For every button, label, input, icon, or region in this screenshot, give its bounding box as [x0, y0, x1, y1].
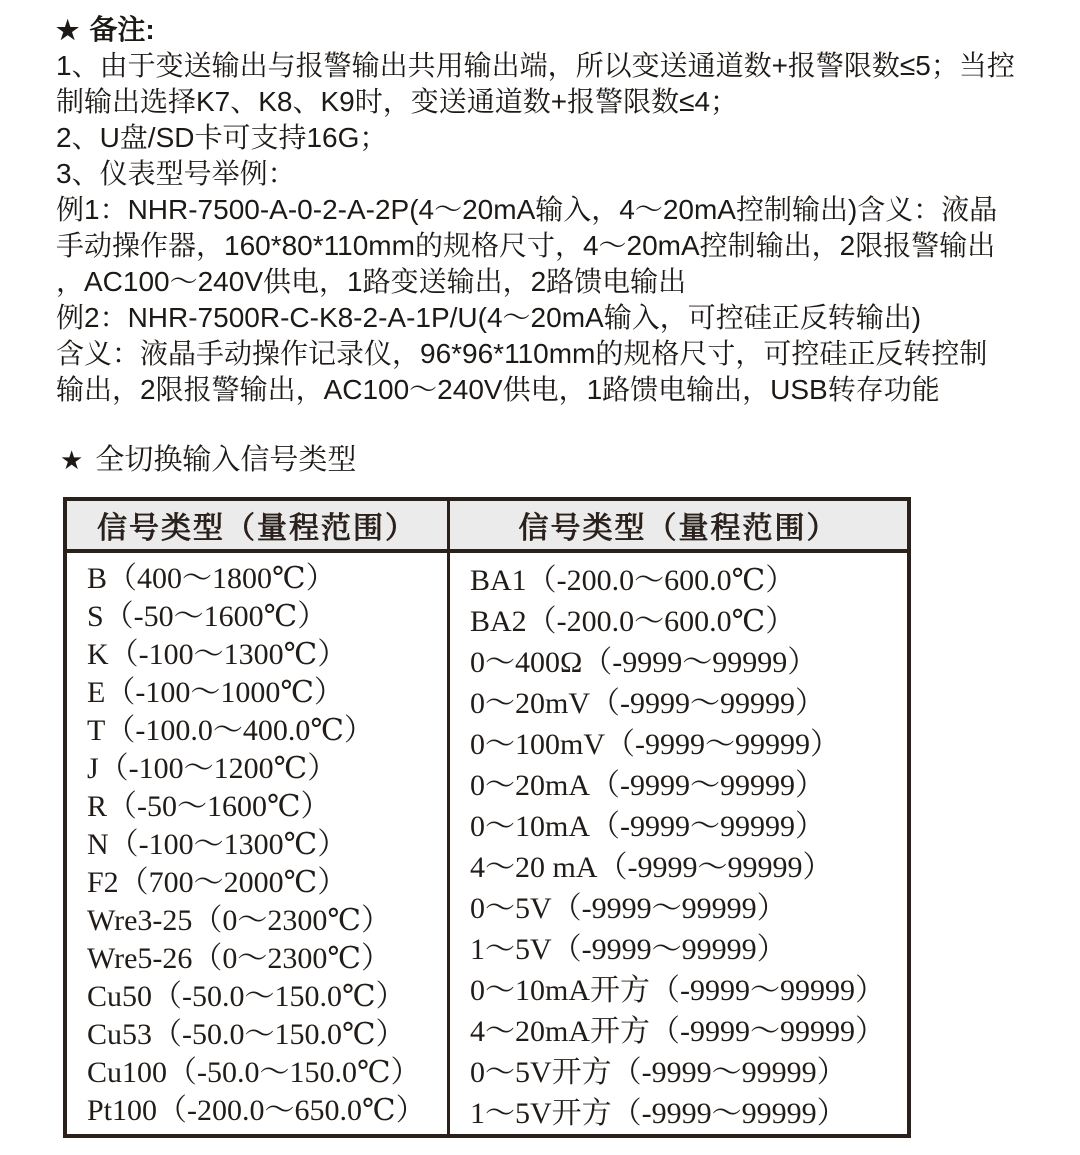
signal-type-item: N（-100～1300℃） — [87, 828, 348, 861]
notes-section — [56, 12, 1046, 408]
signal-type-item: 0～100mV（-9999～99999） — [470, 728, 840, 761]
signal-type-item: 1～5V开方（-9999～99999） — [470, 1097, 847, 1130]
signal-type-item: B（400～1800℃） — [87, 562, 336, 595]
signal-type-item: 1～5V（-9999～99999） — [470, 933, 787, 966]
signal-type-item: BA2（-200.0～600.0℃） — [470, 605, 796, 638]
signal-type-item: 0～20mA（-9999～99999） — [470, 769, 825, 802]
notes-title — [56, 12, 1046, 48]
signal-type-item: S（-50～1600℃） — [87, 600, 328, 633]
section-title-text: 全切换输入信号类型 — [95, 444, 357, 476]
signal-type-item: Wre3-25（0～2300℃） — [87, 904, 391, 937]
signal-list-left — [65, 551, 449, 1136]
notes-title-text: 备注: — [89, 14, 155, 45]
note-line: 手动操作器，160*80*110mm的规格尺寸，4～20mA控制输出，2限报警输出 — [56, 230, 996, 261]
signal-types-section-title — [60, 443, 356, 477]
note-line: 制输出选择K7、K8、K9时，变送通道数+报警限数≤4； — [56, 86, 739, 117]
notes-body — [56, 48, 1046, 408]
signal-type-item: 0～400Ω（-9999～99999） — [470, 646, 818, 679]
signal-type-item: 0～20mV（-9999～99999） — [470, 687, 825, 720]
signal-type-item: 4～20 mA（-9999～99999） — [470, 851, 833, 884]
header-cell-left: 信号类型（量程范围） — [65, 499, 449, 551]
signal-type-item: E（-100～1000℃） — [87, 676, 344, 709]
signal-type-item: 4～20mA开方（-9999～99999） — [470, 1015, 885, 1048]
star-icon: ★ — [56, 15, 80, 45]
note-line: 1、由于变送输出与报警输出共用输出端，所以变送通道数+报警限数≤5；当控 — [56, 50, 1015, 81]
signal-type-item: T（-100.0～400.0℃） — [87, 714, 374, 747]
signal-type-item: 0～5V（-9999～99999） — [470, 892, 787, 925]
note-line: 2、U盘/SD卡可支持16G； — [56, 122, 388, 153]
table-header-row — [65, 499, 909, 551]
signal-type-item: Cu53（-50.0～150.0℃） — [87, 1018, 406, 1051]
signal-type-item: 0～10mA开方（-9999～99999） — [470, 974, 885, 1007]
signal-type-item: Cu50（-50.0～150.0℃） — [87, 980, 406, 1013]
star-icon: ★ — [60, 445, 84, 475]
signal-list-right — [449, 551, 910, 1136]
note-line: 例1：NHR-7500-A-0-2-A-2P(4～20mA输入，4～20mA控制输出)含义：液晶 — [56, 194, 998, 225]
header-cell-right: 信号类型（量程范围） — [449, 499, 910, 551]
signal-type-item: 0～10mA（-9999～99999） — [470, 810, 825, 843]
signal-type-item: J（-100～1200℃） — [87, 752, 338, 785]
note-line: 含义：液晶手动操作记录仪，96*96*110mm的规格尺寸，可控硅正反转控制 — [56, 338, 988, 369]
signal-type-item: K（-100～1300℃） — [87, 638, 348, 671]
signal-type-item: F2（700～2000℃） — [87, 866, 348, 899]
signal-type-item: Wre5-26（0～2300℃） — [87, 942, 391, 975]
signal-type-item: Pt100（-200.0～650.0℃） — [87, 1094, 426, 1127]
note-line: 输出，2限报警输出，AC100～240V供电，1路馈电输出，USB转存功能 — [56, 374, 940, 405]
signal-type-item: R（-50～1600℃） — [87, 790, 331, 823]
signal-type-item: BA1（-200.0～600.0℃） — [470, 564, 796, 597]
note-line: ，AC100～240V供电，1路变送输出，2路馈电输出 — [56, 266, 687, 297]
note-line: 3、仪表型号举例： — [56, 158, 296, 189]
table-body-row — [65, 551, 909, 1136]
signal-type-item: 0～5V开方（-9999～99999） — [470, 1056, 847, 1089]
signal-type-item: Cu100（-50.0～150.0℃） — [87, 1056, 421, 1089]
signal-types-table — [63, 497, 911, 1138]
note-line: 例2：NHR-7500R-C-K8-2-A-1P/U(4～20mA输入，可控硅正反转输出) — [56, 302, 922, 333]
